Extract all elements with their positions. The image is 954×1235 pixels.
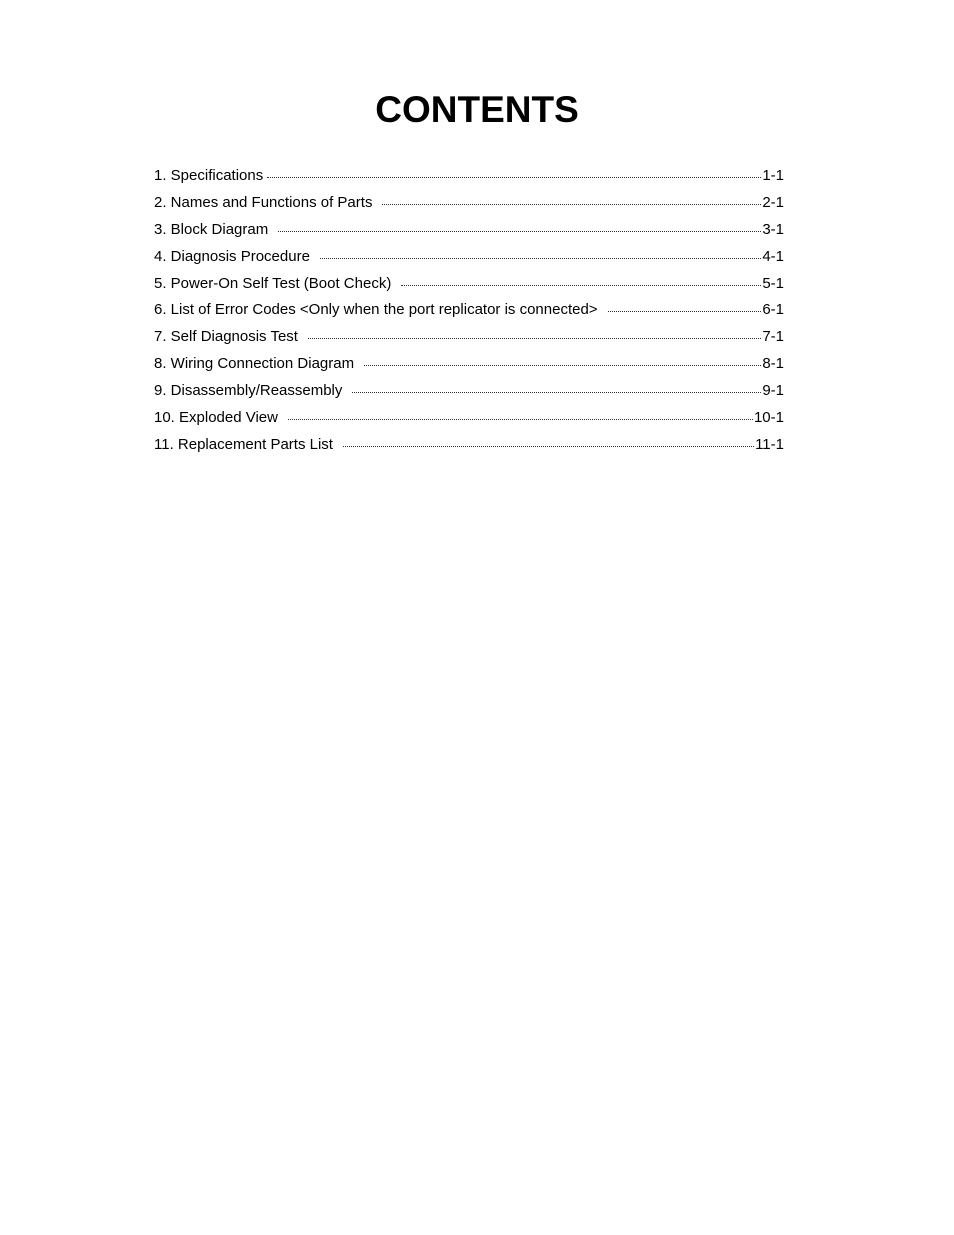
toc-entry-label: 1. Specifications <box>154 167 264 184</box>
dot-leader <box>352 391 761 393</box>
toc-entry-page: 5-1 <box>762 274 784 292</box>
dot-leader <box>308 337 761 339</box>
toc-entry-error-codes[interactable] <box>154 297 784 324</box>
toc-entry-power-on-self-test[interactable] <box>154 271 784 298</box>
toc-entry-label: 2. Names and Functions of Parts <box>154 193 373 211</box>
toc-entry-replacement-parts-list[interactable] <box>154 432 784 459</box>
toc-entry-page: 1-1 <box>762 167 784 184</box>
table-of-contents <box>154 163 784 459</box>
toc-entry-page: 2-1 <box>762 193 784 211</box>
toc-entry-disassembly-reassembly[interactable] <box>154 378 784 405</box>
toc-entry-label: 6. List of Error Codes <Only when the port replicator is connected> <box>154 301 598 319</box>
toc-entry-page: 10-1 <box>753 409 784 427</box>
page-title: CONTENTS <box>375 89 579 130</box>
toc-entry-diagnosis-procedure[interactable] <box>154 244 784 271</box>
toc-entry-page: 11-1 <box>755 435 784 453</box>
dot-leader <box>320 257 761 259</box>
toc-entry-label: 9. Disassembly/Reassembly <box>154 382 343 400</box>
toc-entry-specifications[interactable] <box>154 163 784 190</box>
dot-leader <box>401 284 761 286</box>
toc-entry-page: 4-1 <box>762 247 784 265</box>
dot-leader <box>382 203 761 205</box>
toc-entry-page: 3-1 <box>762 220 784 238</box>
toc-entry-wiring-connection-diagram[interactable] <box>154 351 784 378</box>
toc-entry-names-and-functions[interactable] <box>154 190 784 217</box>
dot-leader <box>267 176 761 178</box>
toc-entry-page: 8-1 <box>762 355 784 373</box>
toc-entry-label: 5. Power-On Self Test (Boot Check) <box>154 274 392 292</box>
dot-leader <box>364 364 761 366</box>
toc-entry-label: 3. Block Diagram <box>154 220 269 238</box>
toc-entry-label: 10. Exploded View <box>154 409 278 427</box>
toc-entry-label: 4. Diagnosis Procedure <box>154 247 310 265</box>
toc-entry-label: 8. Wiring Connection Diagram <box>154 355 355 373</box>
toc-entry-label: 7. Self Diagnosis Test <box>154 328 298 346</box>
toc-entry-page: 6-1 <box>762 301 784 319</box>
toc-entry-block-diagram[interactable] <box>154 217 784 244</box>
dot-leader <box>343 445 754 447</box>
dot-leader <box>288 418 753 420</box>
dot-leader <box>608 310 762 312</box>
toc-entry-page: 7-1 <box>762 328 784 346</box>
toc-entry-label: 11. Replacement Parts List <box>154 435 333 453</box>
dot-leader <box>278 230 761 232</box>
toc-entry-page: 9-1 <box>762 382 784 400</box>
toc-entry-exploded-view[interactable] <box>154 405 784 432</box>
toc-entry-self-diagnosis-test[interactable] <box>154 324 784 351</box>
